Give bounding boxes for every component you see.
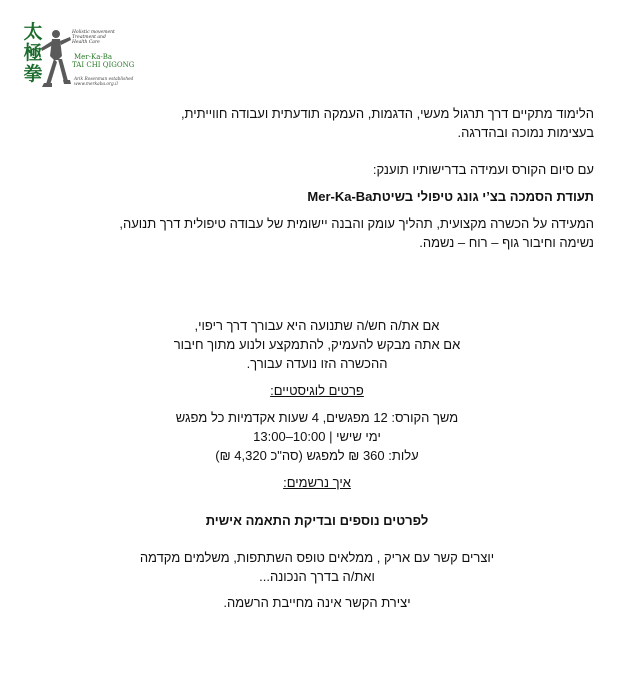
logo-brand-subtitle: TAI CHI QIGONG bbox=[72, 61, 135, 69]
logo-tagline-2: Treatment and bbox=[72, 35, 106, 41]
logo-tagline-3: Health Care bbox=[72, 40, 100, 46]
register-bold-line: לפרטים נוספים ובדיקת התאמה אישית bbox=[205, 513, 429, 528]
pitch-line-1: אם את/ה חש/ה שתנועה היא עבורך דרך ריפוי, bbox=[194, 318, 440, 333]
logo-hanzi-2: 極 bbox=[23, 42, 43, 64]
register-line-1: יוצרים קשר עם אריק , ממלאים טופס השתתפות, משלמים מקדמה bbox=[139, 550, 495, 565]
intro-line-2: בעצימות נמוכה ובהדרגה. bbox=[457, 125, 594, 140]
logo-hanzi-1: 太 bbox=[23, 21, 43, 43]
cert-description bbox=[34, 214, 594, 252]
logo-meta-line-1: Arik Rosenman established bbox=[74, 77, 134, 82]
logo-meta bbox=[74, 77, 150, 88]
logo-brand-name: Mer-Ka-Ba bbox=[74, 53, 113, 61]
logo-tagline-1: Holistic movement bbox=[72, 30, 115, 35]
pitch-line-2: אם אתה מבקש להעמיק, להתמקצע ולנוע מתוך חיבור bbox=[173, 337, 461, 352]
logistics-days: ימי שישי | 10:00–13:00 bbox=[253, 429, 381, 444]
register-line-2: ואת/ה בדרך הנכונה... bbox=[259, 569, 375, 584]
register-note: יצירת הקשר אינה מחייבת הרשמה. bbox=[223, 595, 411, 610]
cert-desc-line-1: המעידה על הכשרה מקצועית, תהליך עומק והבנה יישומית של עבודה טיפולית דרך תנועה, bbox=[119, 216, 594, 231]
cert-desc-line-2: נשימה וחיבור גוף – רוח – נשמה. bbox=[419, 235, 594, 250]
tai-chi-figure-icon bbox=[38, 26, 74, 98]
register-instructions bbox=[0, 548, 634, 586]
cert-title bbox=[34, 187, 594, 206]
register-heading: איך נרשמים: bbox=[283, 475, 351, 490]
cert-intro-text: עם סיום הקורס ועמידה בדרישותיו תוענק: bbox=[372, 162, 594, 177]
logistics-cost: עלות: 360 ₪ למפגש (סה"כ 4,320 ₪) bbox=[215, 448, 419, 463]
register-heading-row bbox=[0, 473, 634, 492]
logo bbox=[18, 20, 148, 98]
intro-line-1: הלימוד מתקיים דרך תרגול מעשי, הדגמות, העמקה תודעתית ועבודה חווייתית, bbox=[180, 106, 594, 121]
logistics-details bbox=[0, 408, 634, 465]
logistics-duration: משך הקורס: 12 מפגשים, 4 שעות אקדמיות כל מפגש bbox=[175, 410, 459, 425]
logo-hanzi-3: 拳 bbox=[23, 63, 43, 85]
logistics-heading: פרטים לוגיסטיים: bbox=[270, 383, 364, 398]
pitch-block bbox=[0, 316, 634, 373]
pitch-line-3: ההכשרה הזו נועדה עבורך. bbox=[246, 356, 388, 371]
logo-meta-line-2: www.merkaba.org.il bbox=[74, 82, 118, 88]
logo-tagline bbox=[72, 30, 148, 46]
cert-intro bbox=[34, 160, 594, 179]
logistics-heading-row bbox=[0, 381, 634, 400]
cert-title-text: תעודת הסמכה בצ’י גונג טיפולי בשיטתMer-Ka-Ba bbox=[307, 189, 594, 204]
intro-paragraph bbox=[34, 104, 594, 142]
